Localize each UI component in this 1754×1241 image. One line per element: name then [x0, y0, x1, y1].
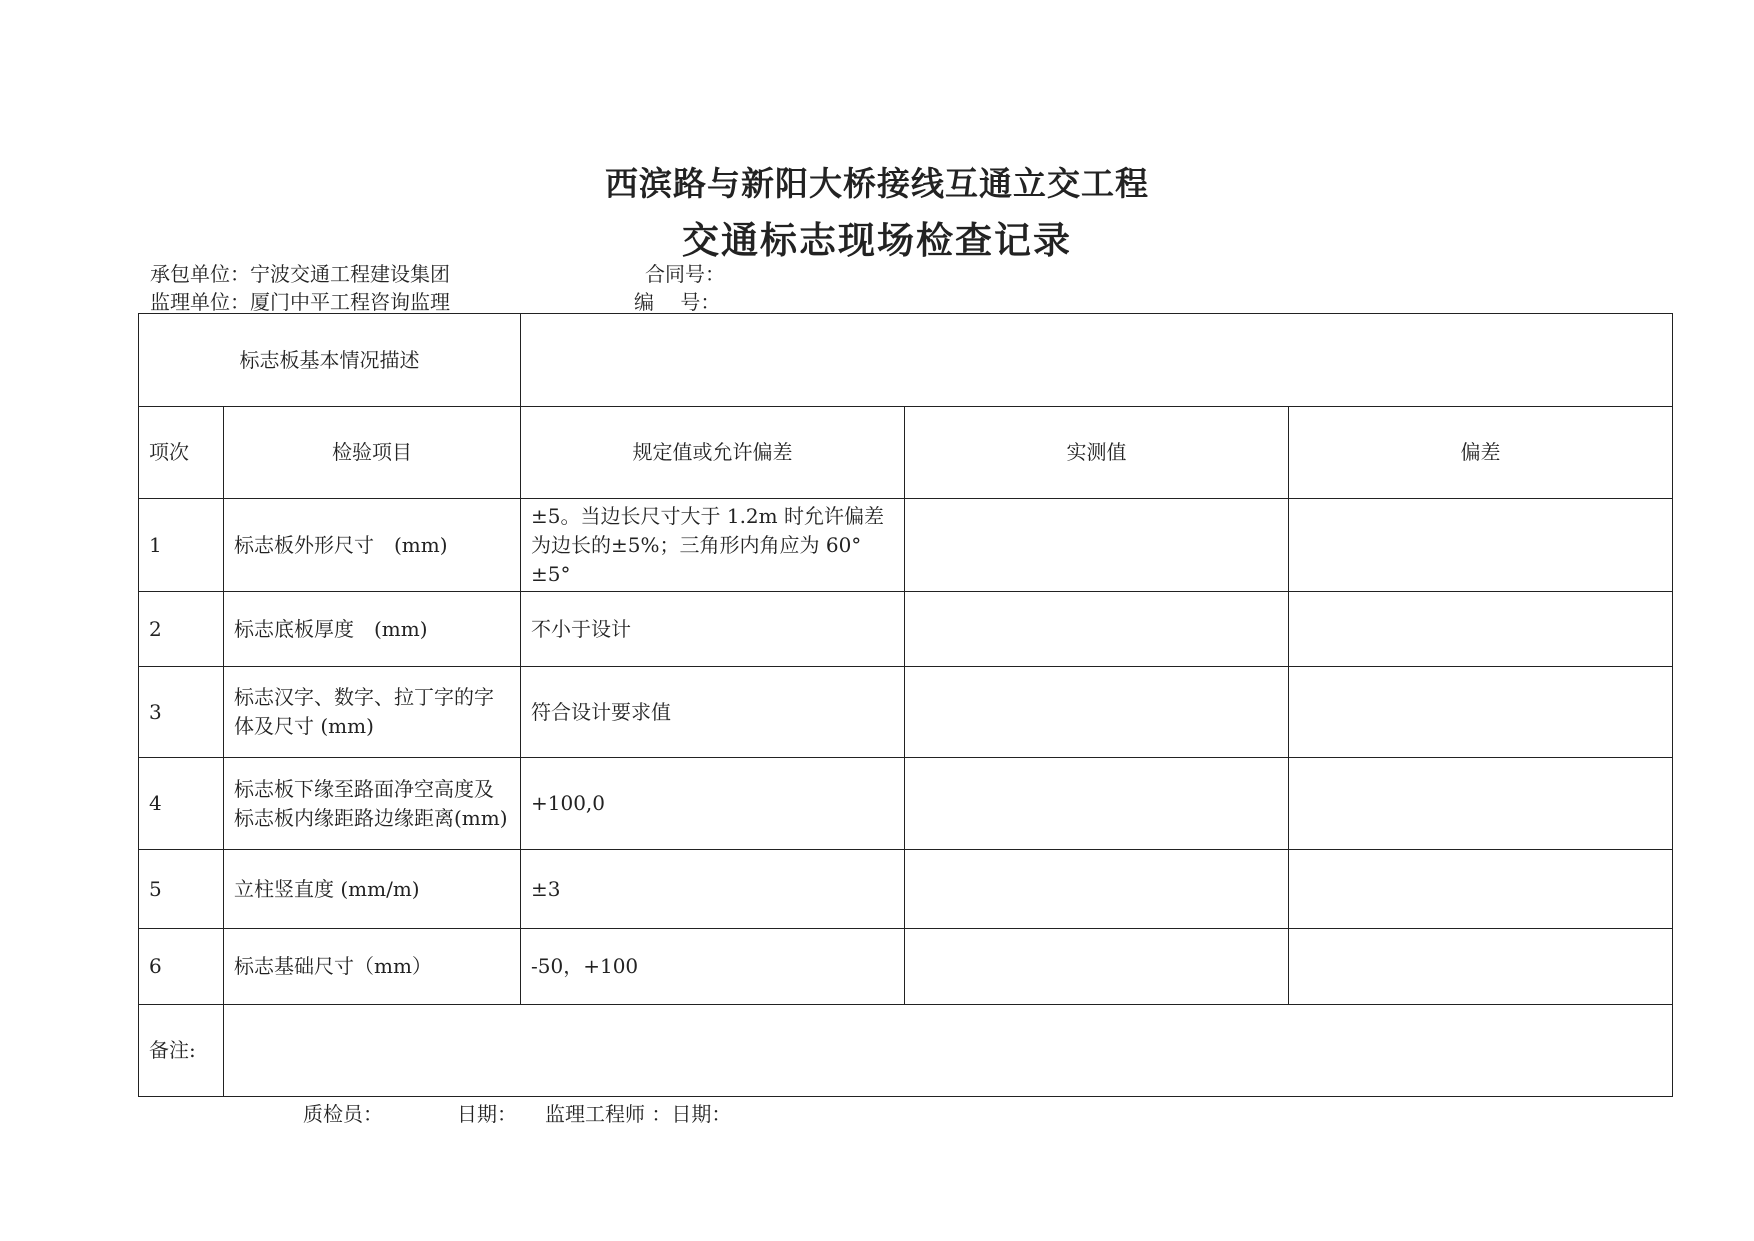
row-no: 6: [139, 929, 224, 1005]
row-spec: +100,0: [521, 758, 905, 850]
row-deviation-cell[interactable]: [1289, 758, 1673, 850]
table-row: [139, 592, 1673, 667]
header-no: 项次: [139, 407, 224, 499]
row-spec: ±3: [521, 850, 905, 929]
row-measured-cell[interactable]: [905, 758, 1289, 850]
header-spec: 规定值或允许偏差: [521, 407, 905, 499]
description-value-cell[interactable]: [521, 314, 1673, 407]
inspection-table: [138, 313, 1673, 1097]
row-item: 标志底板厚度 (mm): [224, 592, 521, 667]
header-deviation: 偏差: [1289, 407, 1673, 499]
row-deviation-cell[interactable]: [1289, 499, 1673, 592]
row-deviation-cell[interactable]: [1289, 850, 1673, 929]
header-row: [139, 407, 1673, 499]
row-spec: 符合设计要求值: [521, 667, 905, 758]
contractor-field: 承包单位：宁波交通工程建设集团: [150, 262, 450, 286]
row-deviation-cell[interactable]: [1289, 592, 1673, 667]
remark-label: 备注:: [139, 1005, 224, 1097]
row-no: 1: [139, 499, 224, 592]
row-item: 立柱竖直度 (mm/m): [224, 850, 521, 929]
row-no: 4: [139, 758, 224, 850]
row-no: 5: [139, 850, 224, 929]
row-spec: ±5。当边长尺寸大于 1.2m 时允许偏差为边长的±5%；三角形内角应为 60° ±5°: [521, 499, 905, 592]
contract-no-field: 合同号：: [645, 262, 725, 286]
description-label: 标志板基本情况描述: [139, 314, 521, 407]
row-spec: 不小于设计: [521, 592, 905, 667]
document-subtitle: 交通标志现场检查记录: [682, 218, 1072, 262]
header-measured: 实测值: [905, 407, 1289, 499]
table-row: [139, 929, 1673, 1005]
engineer-signature-date: 监理工程师 ：日期：: [545, 1102, 732, 1126]
table-row: [139, 758, 1673, 850]
serial-no-field: 编 号：: [634, 290, 721, 314]
table-row: [139, 667, 1673, 758]
header-item: 检验项目: [224, 407, 521, 499]
remark-row: [139, 1005, 1673, 1097]
row-item: 标志汉字、数字、拉丁字的字体及尺寸 (mm): [224, 667, 521, 758]
supervisor-field: 监理单位：厦门中平工程咨询监理: [150, 290, 450, 314]
row-measured-cell[interactable]: [905, 850, 1289, 929]
row-measured-cell[interactable]: [905, 929, 1289, 1005]
inspector-signature: 质检员：: [303, 1102, 383, 1126]
row-item: 标志板下缘至路面净空高度及标志板内缘距路边缘距离(mm): [224, 758, 521, 850]
row-spec: -50，+100: [521, 929, 905, 1005]
row-measured-cell[interactable]: [905, 499, 1289, 592]
row-no: 3: [139, 667, 224, 758]
row-item: 标志基础尺寸（mm）: [224, 929, 521, 1005]
row-no: 2: [139, 592, 224, 667]
document-title: 西滨路与新阳大桥接线互通立交工程: [605, 164, 1149, 203]
row-measured-cell[interactable]: [905, 667, 1289, 758]
row-measured-cell[interactable]: [905, 592, 1289, 667]
description-row: [139, 314, 1673, 407]
inspector-date: 日期：: [457, 1102, 517, 1126]
remark-value-cell[interactable]: [224, 1005, 1673, 1097]
table-row: [139, 499, 1673, 592]
row-item: 标志板外形尺寸 (mm): [224, 499, 521, 592]
row-deviation-cell[interactable]: [1289, 667, 1673, 758]
table-row: [139, 850, 1673, 929]
row-deviation-cell[interactable]: [1289, 929, 1673, 1005]
